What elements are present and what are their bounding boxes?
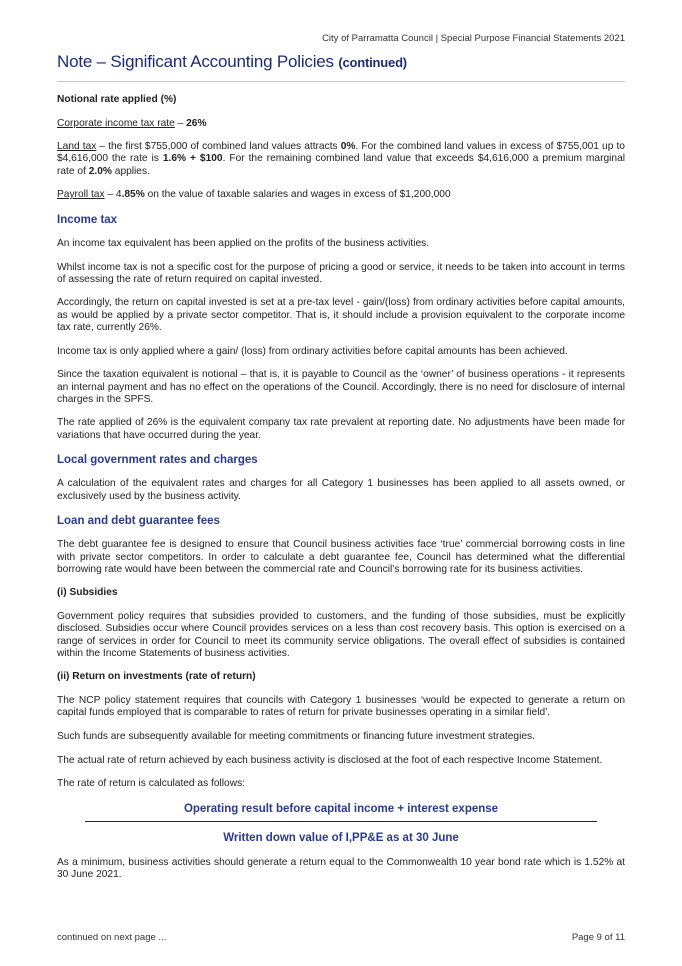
- corporate-tax-label: Corporate income tax rate: [57, 117, 175, 129]
- return-investments-heading: (ii) Return on investments (rate of return): [57, 671, 256, 683]
- income-tax-heading: Income tax: [57, 213, 118, 226]
- formula-numerator: Operating result before capital income + interest expense: [183, 802, 499, 815]
- income-tax-paragraph: The rate applied of 26% is the equivalent company tax rate prevalent at reporting date. No adjustments have been made for variations that have occurred during the year.: [57, 417, 625, 441]
- income-tax-paragraph: Since the taxation equivalent is notional – that is, it is payable to Council as the ‘owner’ of business operations - it represents an internal payment and has no effect on the operations of the Council. Accordingly, there is no need for disclosure of internal charges in the SPFS.: [57, 369, 625, 405]
- land-tax-paragraph: [57, 141, 625, 178]
- income-tax-paragraph: An income tax equivalent has been applied on the profits of the business activities.: [57, 237, 430, 249]
- land-tax-label: Land tax: [57, 141, 97, 153]
- document-body: [57, 94, 625, 893]
- subsidies-paragraph: Government policy requires that subsidies provided to customers, and the funding of those subsidies, must be explicitly disclosed. Subsidies occur where Council provides services on a less than cost recovery basis. This option is exercised on a range of services in order for Council to meet its community service obligations. The overall effect of subsidies is contained within the Income Statements of business activities.: [57, 610, 625, 659]
- closing-paragraph: As a minimum, business activities should generate a return equal to the Commonwealth 10 year bond rate which is 1.52% at 30 June 2021.: [57, 856, 625, 881]
- corporate-tax-sep: –: [174, 117, 187, 129]
- notional-rate-heading: Notional rate applied (%): [57, 94, 177, 105]
- return-investments-paragraph: The actual rate of return achieved by each business activity is disclosed at the foot of each respective Income Statement.: [57, 754, 603, 766]
- income-tax-paragraph: Accordingly, the return on capital invested is set at a pre-tax level - gain/(loss) from ordinary activities before capital amounts, as would be applied by a private sector competitor. That is, it should include a provision equivalent to the corporate income tax rate, currently 26%.: [57, 297, 625, 334]
- continued-note: continued on next page ...: [57, 932, 167, 943]
- land-tax-bold-2: 1.6% + $100: [162, 153, 223, 165]
- payroll-tax-text-2: on the value of taxable salaries and wages in excess of $1,200,000: [144, 189, 451, 201]
- income-tax-paragraph: Income tax is only applied where a gain/ (loss) from ordinary activities before capital amounts has been achieved.: [57, 345, 568, 357]
- header-org-line: City of Parramatta Council | Special Purpose Financial Statements 2021: [322, 33, 625, 44]
- local-govt-paragraph: A calculation of the equivalent rates and charges for all Category 1 businesses has been applied to all assets owned, or exclusively used by the business activity.: [57, 478, 625, 502]
- formula-denominator: Written down value of I,PP&E as at 30 June: [223, 831, 459, 844]
- land-tax-bold-1: 0%: [340, 141, 356, 153]
- rate-of-return-formula: [57, 802, 625, 845]
- income-tax-paragraph: Whilst income tax is not a specific cost for the purpose of pricing a good or service, it needs to be taken into account in terms of assessing the rate of return required on capital invested.: [57, 261, 625, 285]
- page-title-text: Note – Significant Accounting Policies: [57, 52, 334, 71]
- payroll-tax-text-1: – 4: [104, 189, 122, 201]
- payroll-tax-line: [57, 189, 625, 201]
- land-tax-text-4: applies.: [111, 165, 150, 177]
- return-investments-paragraph: The rate of return is calculated as follows:: [57, 778, 245, 790]
- land-tax-text-3: . For the remaining combined land value that exceeds $4,616,000 a premium marginal rate of: [57, 153, 625, 177]
- page-title-suffix: (continued): [338, 55, 407, 70]
- loan-debt-heading: Loan and debt guarantee fees: [57, 515, 220, 528]
- loan-debt-paragraph: The debt guarantee fee is designed to ensure that Council business activities face ‘true’ commercial borrowing costs in line with private sector competitors. In order to calculate a debt guarantee fee, Council has determined what the differential borrowing rate would have been between the commercial rate and Council’s borrowing rate for its business activities.: [57, 539, 625, 575]
- payroll-tax-label: Payroll tax: [57, 189, 105, 201]
- return-investments-paragraph: The NCP policy statement requires that councils with Category 1 businesses ‘would be expected to generate a return on capital funds employed that is comparable to rates of return for private businesses operating in a similar field’.: [57, 695, 625, 719]
- page-number: Page 9 of 11: [571, 932, 625, 943]
- payroll-tax-bold: .85%: [121, 189, 145, 201]
- land-tax-bold-3: 2.0%: [88, 165, 112, 177]
- local-govt-heading: Local government rates and charges: [57, 454, 258, 467]
- subsidies-heading: (i) Subsidies: [57, 587, 118, 599]
- formula-fraction-bar: [85, 821, 597, 822]
- corporate-tax-value: 26%: [186, 117, 207, 129]
- corporate-tax-line: [57, 118, 625, 130]
- land-tax-text-1: – the first $755,000 of combined land values attracts: [96, 141, 341, 153]
- title-divider: [57, 81, 625, 82]
- page-title: [57, 52, 407, 72]
- land-tax-text-2: . For the combined land values in excess of $755,001 up to $4,616,000 the rate is: [57, 141, 625, 165]
- return-investments-paragraph: Such funds are subsequently available for meeting commitments or financing future investment strategies.: [57, 730, 535, 742]
